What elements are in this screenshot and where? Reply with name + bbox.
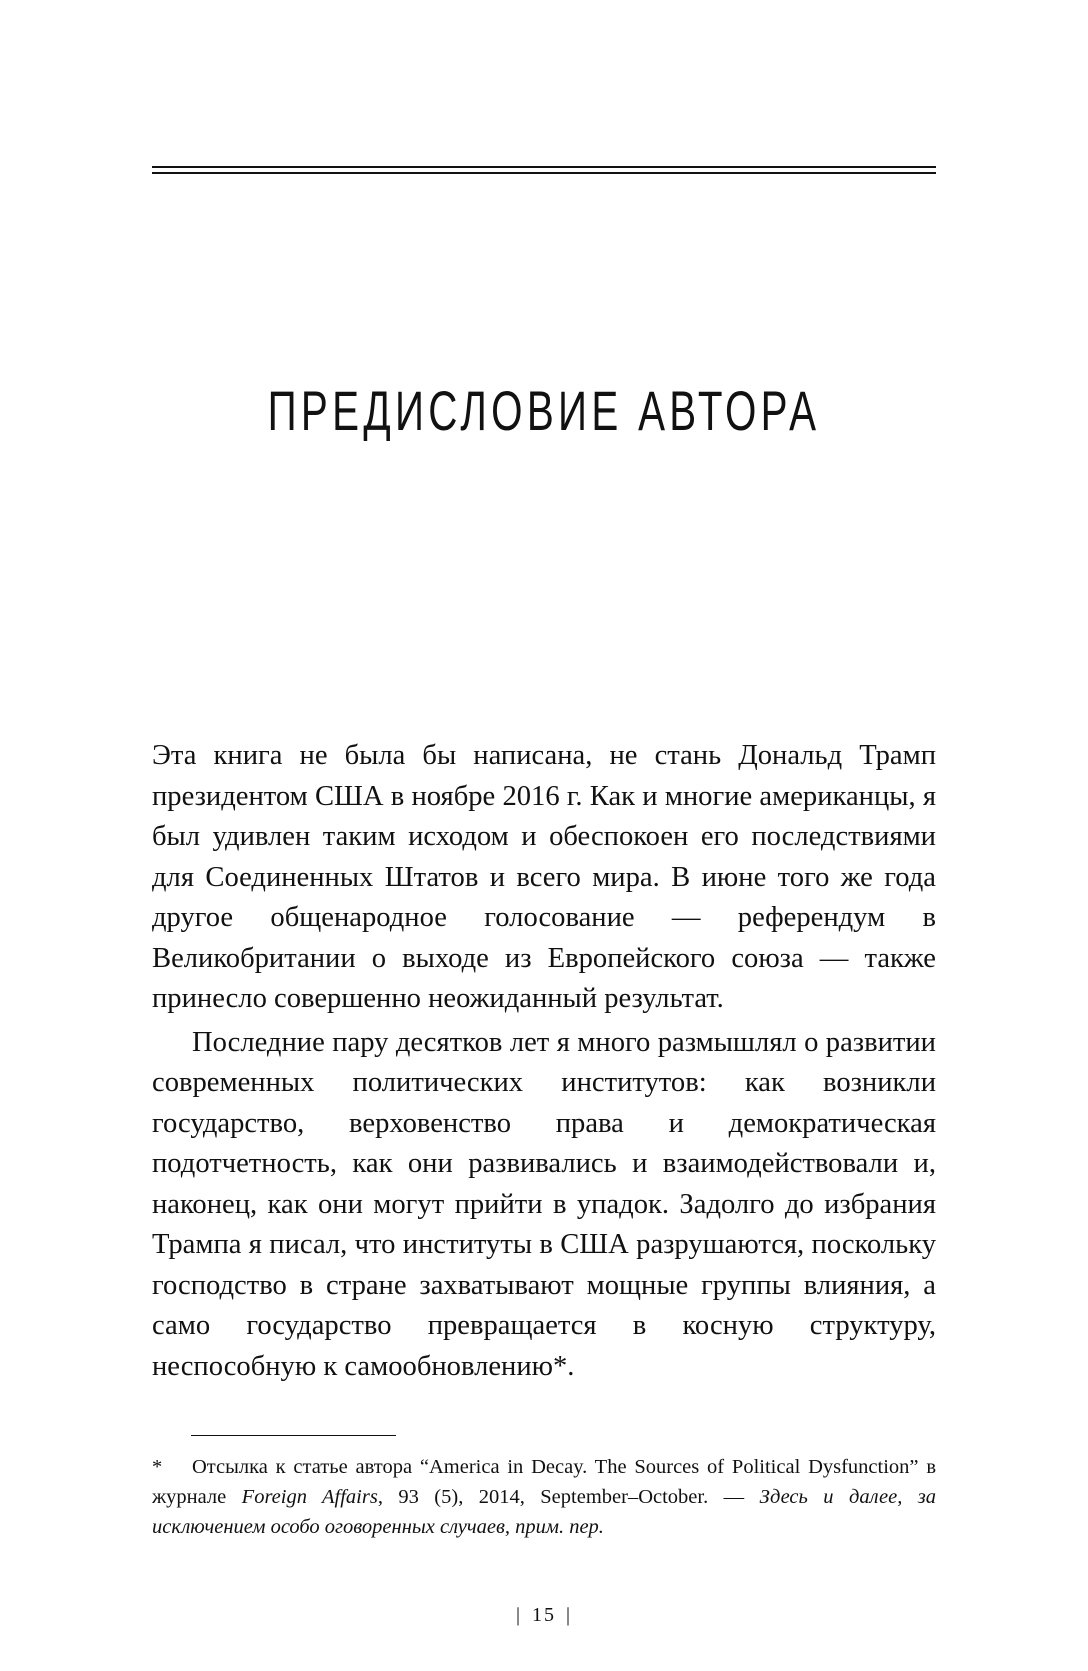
footnote-marker: * [152,1456,163,1478]
footnote-text-part-1: Отсылка к статье автора “America in Decay. The Sources of Political Dysfunction” в журнале [152,1456,936,1508]
footnote [152,1452,936,1542]
footnote-text-part-2: , 93 (5), 2014, September–October. — [377,1486,760,1508]
chapter-title: ПРЕДИСЛОВИЕ АВТОРА [267,379,821,442]
header-rule-bottom [152,172,936,174]
footnote-separator [191,1435,396,1436]
page-number-bar-right: | [566,1604,573,1626]
paragraph-1: Эта книга не была бы написана, не стань Дональд Трамп президентом США в ноябре 2016 г. Как и многие американцы, я был удивлен таким исходом и обеспокоен его последствиями для Соединенных Штатов и всего мира. В июне того же года другое общенародное голосование — референдум в Великобритании о выходе из Европейского союза — также принесло совершенно неожиданный результат. [152,740,936,1014]
footnote-translator-note: Здесь и далее, за исключением особо оговоренных случаев, прим. пер. [152,1486,937,1538]
paragraph-2: Последние пару десятков лет я много размышлял о развитии современных политических институтов: как возникли государство, верховенство права и демократическая подотчетность, как они развивались и взаимодействовали и, наконец, как они могут прийти в упадок. Задолго до избрания Трампа я писал, что институты в США разрушаются, поскольку господство в стране захватывают мощные группы влияния, а само государство превращается в косную структуру, неспособную к самообновлению*. [152,1026,936,1382]
body-text [152,736,936,1387]
page-number [0,1604,1088,1627]
footnote-journal: Foreign Affairs [241,1486,378,1508]
page-number-value: 15 [532,1604,556,1626]
page-number-bar-left: | [515,1604,522,1626]
header-rule-top [152,166,936,168]
